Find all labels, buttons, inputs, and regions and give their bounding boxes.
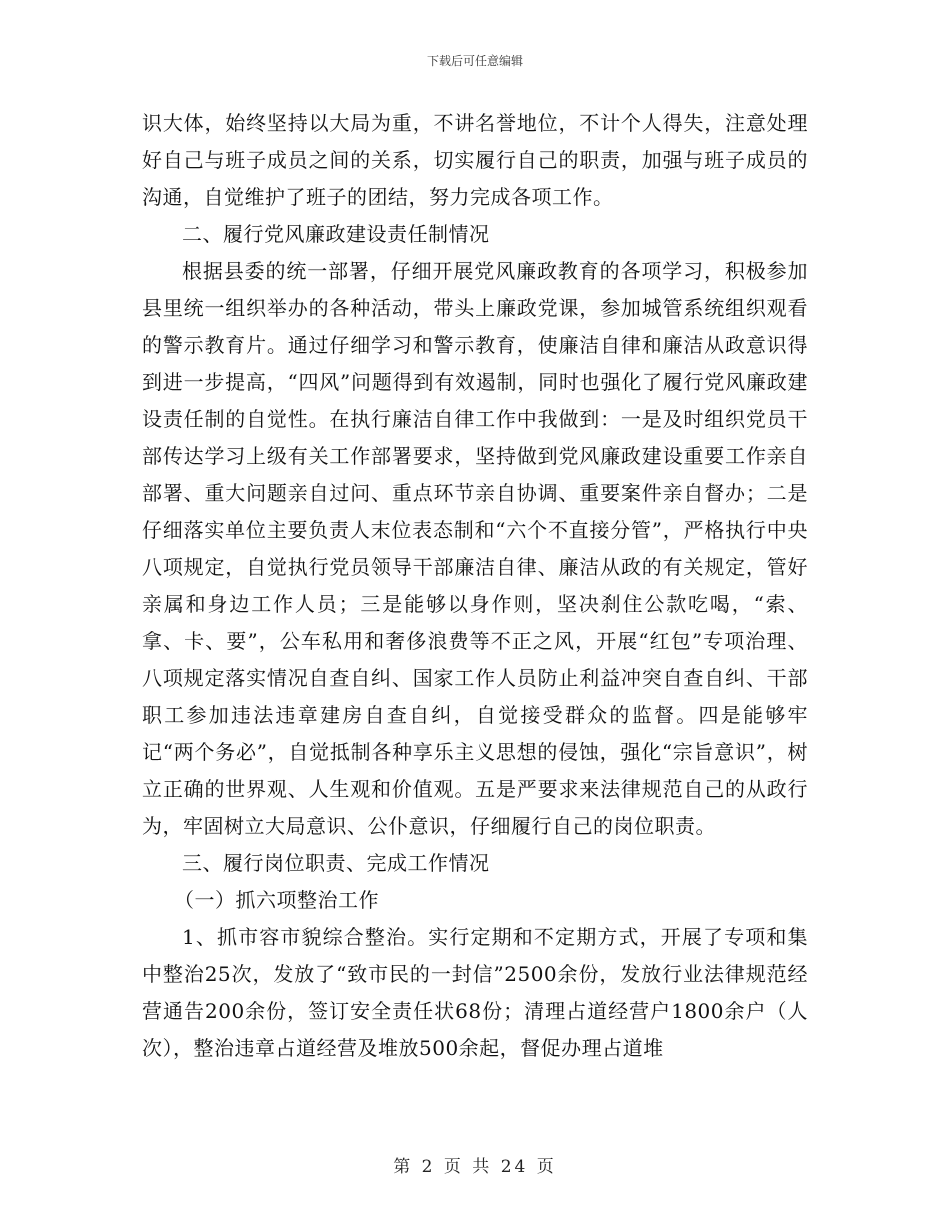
document-body (142, 105, 808, 1067)
paragraph-continuation: 识大体，始终坚持以大局为重，不讲名誉地位，不计个人得失，注意处理好自己与班子成员之间的关系，切实履行自己的职责，加强与班子成员的沟通，自觉维护了班子的团结，努力完成各项工作。 (142, 111, 808, 209)
paragraph-city-appearance: 1、抓市容市貌综合整治。实行定期和不定期方式，开展了专项和集中整治25次，发放了“致市民的一封信”2500余份，发放行业法律规范经营通告200余份，签订安全责任状68份；清理占道经营户1800余户（人次），整治违章占道经营及堆放500余起，督促办理占道堆 (142, 925, 808, 1060)
subsection-heading-1: （一）抓六项整治工作 (174, 888, 379, 912)
section-heading-3: 三、履行岗位职责、完成工作情况 (182, 851, 490, 875)
section-heading-2: 二、履行党风廉政建设责任制情况 (182, 222, 490, 246)
paragraph-party-conduct: 根据县委的统一部署，仔细开展党风廉政教育的各项学习，积极参加县里统一组织举办的各种活动，带头上廉政党课，参加城管系统组织观看的警示教育片。通过仔细学习和警示教育，使廉洁自律和廉洁从政意识得到进一步提高，“四风”问题得到有效遏制，同时也强化了履行党风廉政建设责任制的自觉性。在执行廉洁自律工作中我做到：一是及时组织党员干部传达学习上级有关工作部署要求，坚持做到党风廉政建设重要工作亲自部署、重大问题亲自过问、重点环节亲自协调、重要案件亲自督办；二是仔细落实单位主要负责人末位表态制和“六个不直接分管”，严格执行中央八项规定，自觉执行党员领导干部廉洁自律、廉洁从政的有关规定，管好亲属和身边工作人员；三是能够以身作则，坚决刹住公款吃喝，“索、拿、卡、要”，公车私用和奢侈浪费等不正之风，开展“红包”专项治理、八项规定落实情况自查自纠、国家工作人员防止利益冲突自查自纠、干部职工参加违法违章建房自查自纠，自觉接受群众的监督。四是能够牢记“两个务必”，自觉抵制各种享乐主义思想的侵蚀，强化“宗旨意识”，树立正确的世界观、人生观和价值观。五是严要求来法律规范自己的从政行为，牢固树立大局意识、公仆意识，仔细履行自己的岗位职责。 (142, 259, 808, 838)
page-header-note: 下载后可任意编辑 (426, 54, 523, 68)
page-number: 第 2 页 共 24 页 (393, 1157, 557, 1177)
